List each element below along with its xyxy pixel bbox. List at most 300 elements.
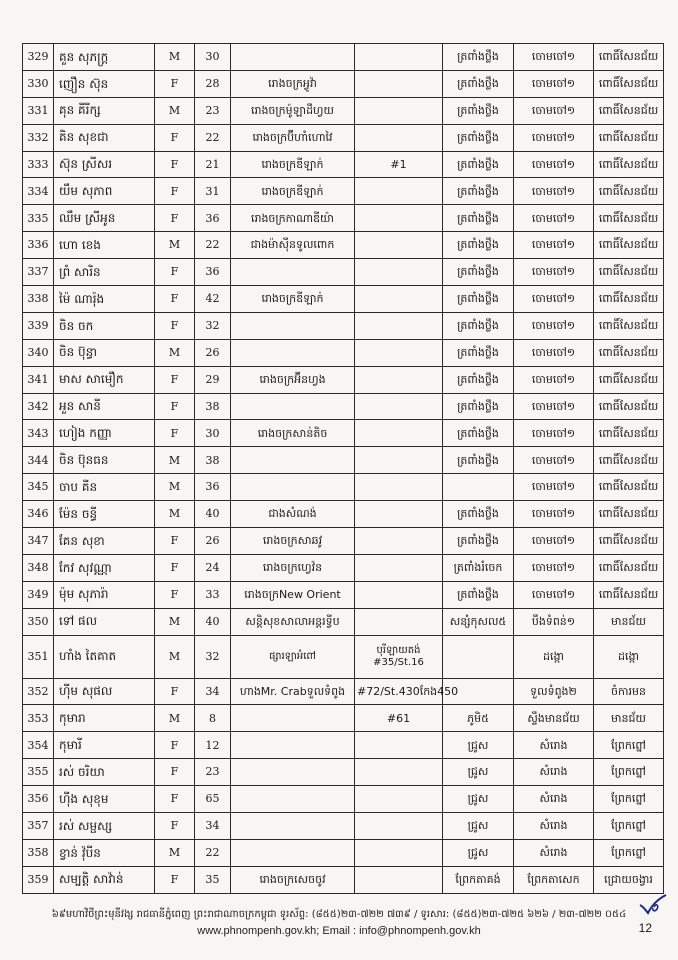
cell-commune: ព្រែកតាសេក bbox=[514, 866, 594, 893]
cell-commune: ទួលទំពូង២ bbox=[514, 678, 594, 705]
cell-sex: F bbox=[155, 205, 195, 232]
cell-number: 353 bbox=[23, 705, 54, 732]
cell-age: 40 bbox=[195, 608, 231, 635]
cell-commune: ចោមចៅ១ bbox=[514, 581, 594, 608]
cell-reference bbox=[355, 866, 443, 893]
cell-sex: M bbox=[155, 474, 195, 501]
table-row bbox=[23, 259, 664, 286]
cell-district: ពោធិ៍សែនជ័យ bbox=[594, 259, 664, 286]
cell-district: ជ្រោយចង្វារ bbox=[594, 866, 664, 893]
cell-reference bbox=[355, 839, 443, 866]
table-row bbox=[23, 286, 664, 313]
cell-name: ស៊ុន ស្រីសរ bbox=[54, 151, 155, 178]
cell-sex: M bbox=[155, 839, 195, 866]
cell-reference bbox=[355, 732, 443, 759]
cell-reference bbox=[355, 205, 443, 232]
cell-reference bbox=[355, 366, 443, 393]
cell-age: 22 bbox=[195, 232, 231, 259]
cell-name: ម៉ែន ចន្ធី bbox=[54, 501, 155, 528]
cell-reference bbox=[355, 178, 443, 205]
cell-workplace bbox=[231, 732, 355, 759]
cell-commune: ចោមចៅ១ bbox=[514, 232, 594, 259]
cell-commune: ចោមចៅ១ bbox=[514, 366, 594, 393]
cell-number: 341 bbox=[23, 366, 54, 393]
cell-age: 30 bbox=[195, 420, 231, 447]
cell-sex: M bbox=[155, 447, 195, 474]
cell-sex: F bbox=[155, 178, 195, 205]
cell-commune: សំរោង bbox=[514, 732, 594, 759]
cell-village-locale: ព្រែកតាគង់ bbox=[443, 866, 514, 893]
cell-reference bbox=[355, 420, 443, 447]
cell-district: ពោធិ៍សែនជ័យ bbox=[594, 312, 664, 339]
cell-number: 346 bbox=[23, 501, 54, 528]
table-row bbox=[23, 151, 664, 178]
table-row bbox=[23, 608, 664, 635]
cell-workplace bbox=[231, 393, 355, 420]
cell-village-locale: ជ្រូស bbox=[443, 813, 514, 840]
cell-reference bbox=[355, 501, 443, 528]
cell-village-locale: ត្រពាំងថ្លឹង bbox=[443, 447, 514, 474]
cell-commune: ចោមចៅ១ bbox=[514, 97, 594, 124]
table-row bbox=[23, 705, 664, 732]
cell-age: 38 bbox=[195, 393, 231, 420]
cell-district: ពោធិ៍សែនជ័យ bbox=[594, 97, 664, 124]
cell-age: 34 bbox=[195, 813, 231, 840]
table-row bbox=[23, 312, 664, 339]
cell-age: 36 bbox=[195, 259, 231, 286]
cell-sex: F bbox=[155, 554, 195, 581]
cell-district: ពោធិ៍សែនជ័យ bbox=[594, 501, 664, 528]
cell-workplace bbox=[231, 447, 355, 474]
table-row bbox=[23, 178, 664, 205]
cell-commune: ស្ទឹងមានជ័យ bbox=[514, 705, 594, 732]
cell-name: ហៀង កញ្ញា bbox=[54, 420, 155, 447]
cell-sex: F bbox=[155, 312, 195, 339]
cell-reference bbox=[355, 70, 443, 97]
cell-commune: ចោមចៅ១ bbox=[514, 420, 594, 447]
cell-name: រស់ ចរិយា bbox=[54, 759, 155, 786]
cell-workplace bbox=[231, 474, 355, 501]
table-row bbox=[23, 420, 664, 447]
cell-workplace: ជាងម៉ាស៊ីនទូលពោក bbox=[231, 232, 355, 259]
cell-number: 336 bbox=[23, 232, 54, 259]
cell-commune: ចោមចៅ១ bbox=[514, 528, 594, 555]
cell-number: 352 bbox=[23, 678, 54, 705]
cell-reference bbox=[355, 759, 443, 786]
cell-district: ចំការមន bbox=[594, 678, 664, 705]
cell-workplace bbox=[231, 705, 355, 732]
cell-name: ទៅ ផល bbox=[54, 608, 155, 635]
cell-commune: សំរោង bbox=[514, 813, 594, 840]
cell-age: 22 bbox=[195, 124, 231, 151]
cell-reference: បុរីឡាយតង់ #35/St.16 bbox=[355, 635, 443, 678]
cell-name: ចិន ប៊ុនធន bbox=[54, 447, 155, 474]
cell-age: 30 bbox=[195, 44, 231, 71]
cell-number: 345 bbox=[23, 474, 54, 501]
cell-district: ពោធិ៍សែនជ័យ bbox=[594, 581, 664, 608]
cell-village-locale: ត្រពាំងថ្លឹង bbox=[443, 286, 514, 313]
cell-name: ម៉ុម សុភារ៉ា bbox=[54, 581, 155, 608]
cell-workplace: ជាងសំណង់ bbox=[231, 501, 355, 528]
cell-commune: ចោមចៅ១ bbox=[514, 259, 594, 286]
cell-district: ពោធិ៍សែនជ័យ bbox=[594, 528, 664, 555]
cell-number: 338 bbox=[23, 286, 54, 313]
cell-commune: ចោមចៅ១ bbox=[514, 339, 594, 366]
cell-district: ពោធិ៍សែនជ័យ bbox=[594, 232, 664, 259]
cell-district: ព្រែកព្នៅ bbox=[594, 786, 664, 813]
cell-village-locale: ត្រពាំងថ្លឹង bbox=[443, 124, 514, 151]
cell-age: 36 bbox=[195, 205, 231, 232]
cell-district: ពោធិ៍សែនជ័យ bbox=[594, 393, 664, 420]
cell-age: 38 bbox=[195, 447, 231, 474]
cell-age: 42 bbox=[195, 286, 231, 313]
roster-body bbox=[23, 44, 664, 894]
cell-number: 355 bbox=[23, 759, 54, 786]
table-row bbox=[23, 635, 664, 678]
cell-district: ពោធិ៍សែនជ័យ bbox=[594, 151, 664, 178]
cell-village-locale bbox=[443, 635, 514, 678]
cell-district: ពោធិ៍សែនជ័យ bbox=[594, 339, 664, 366]
cell-workplace bbox=[231, 759, 355, 786]
cell-district: ពោធិ៍សែនជ័យ bbox=[594, 44, 664, 71]
page-number: 12 bbox=[638, 921, 652, 935]
cell-village-locale: ត្រពាំងថ្លឹង bbox=[443, 70, 514, 97]
cell-district: ព្រែកព្នៅ bbox=[594, 759, 664, 786]
cell-district: ពោធិ៍សែនជ័យ bbox=[594, 420, 664, 447]
cell-sex: F bbox=[155, 151, 195, 178]
cell-reference bbox=[355, 97, 443, 124]
cell-district: ដង្កោ bbox=[594, 635, 664, 678]
cell-district: ពោធិ៍សែនជ័យ bbox=[594, 366, 664, 393]
table-row bbox=[23, 447, 664, 474]
cell-sex: F bbox=[155, 286, 195, 313]
cell-number: 340 bbox=[23, 339, 54, 366]
cell-reference bbox=[355, 286, 443, 313]
cell-commune: ចោមចៅ១ bbox=[514, 501, 594, 528]
cell-reference bbox=[355, 259, 443, 286]
cell-age: 26 bbox=[195, 528, 231, 555]
table-row bbox=[23, 205, 664, 232]
cell-workplace: ផ្សារឡាអំពៅ bbox=[231, 635, 355, 678]
cell-age: 35 bbox=[195, 866, 231, 893]
cell-name: ម៉ៃ ណារ៉ុង bbox=[54, 286, 155, 313]
cell-workplace: សន្តិសុខសាលាអន្តរទ្វីប bbox=[231, 608, 355, 635]
cell-district: មានជ័យ bbox=[594, 608, 664, 635]
cell-workplace: រោងចក្រសាន់តិច bbox=[231, 420, 355, 447]
table-row bbox=[23, 786, 664, 813]
cell-workplace bbox=[231, 339, 355, 366]
table-row bbox=[23, 581, 664, 608]
table-row bbox=[23, 339, 664, 366]
cell-sex: F bbox=[155, 259, 195, 286]
cell-workplace: រោងចក្រNew Orient bbox=[231, 581, 355, 608]
cell-village-locale: ត្រពាំងថ្លឹង bbox=[443, 178, 514, 205]
cell-sex: M bbox=[155, 608, 195, 635]
roster-table bbox=[22, 43, 664, 894]
cell-village-locale: ជ្រូស bbox=[443, 839, 514, 866]
cell-number: 337 bbox=[23, 259, 54, 286]
cell-age: 36 bbox=[195, 474, 231, 501]
check-mark-icon bbox=[638, 893, 668, 915]
cell-age: 32 bbox=[195, 635, 231, 678]
cell-commune: ចោមចៅ១ bbox=[514, 151, 594, 178]
cell-workplace: រោងចក្រអ៊ីនហ្វង bbox=[231, 366, 355, 393]
table-row bbox=[23, 866, 664, 893]
cell-reference bbox=[355, 44, 443, 71]
cell-name: ហាំង តៃគាត bbox=[54, 635, 155, 678]
cell-number: 358 bbox=[23, 839, 54, 866]
cell-age: 33 bbox=[195, 581, 231, 608]
cell-reference: #61 bbox=[355, 705, 443, 732]
cell-age: 29 bbox=[195, 366, 231, 393]
cell-number: 351 bbox=[23, 635, 54, 678]
cell-village-locale: ត្រពាំងថ្លឹង bbox=[443, 393, 514, 420]
cell-number: 344 bbox=[23, 447, 54, 474]
cell-number: 332 bbox=[23, 124, 54, 151]
cell-sex: M bbox=[155, 97, 195, 124]
cell-name: ចាប គីន bbox=[54, 474, 155, 501]
cell-reference bbox=[355, 528, 443, 555]
cell-sex: F bbox=[155, 420, 195, 447]
cell-reference bbox=[355, 312, 443, 339]
cell-name: ព្រំ សារិន bbox=[54, 259, 155, 286]
cell-name: កែវ សុវណ្ណា bbox=[54, 554, 155, 581]
cell-workplace bbox=[231, 312, 355, 339]
cell-reference: #1 bbox=[355, 151, 443, 178]
cell-sex: F bbox=[155, 70, 195, 97]
cell-name: ញឿន ស៊ុន bbox=[54, 70, 155, 97]
cell-commune: ចោមចៅ១ bbox=[514, 554, 594, 581]
cell-village-locale: ជ្រូស bbox=[443, 786, 514, 813]
cell-sex: F bbox=[155, 813, 195, 840]
table-row bbox=[23, 44, 664, 71]
cell-village-locale: ត្រពាំងថ្លឹង bbox=[443, 420, 514, 447]
cell-village-locale bbox=[443, 474, 514, 501]
cell-reference bbox=[355, 813, 443, 840]
cell-sex: M bbox=[155, 339, 195, 366]
cell-sex: F bbox=[155, 528, 195, 555]
cell-commune: បឹងទំពន់១ bbox=[514, 608, 594, 635]
cell-commune: ចោមចៅ១ bbox=[514, 312, 594, 339]
cell-village-locale: ត្រពាំងថ្លឹង bbox=[443, 44, 514, 71]
cell-district: ពោធិ៍សែនជ័យ bbox=[594, 447, 664, 474]
cell-commune: សំរោង bbox=[514, 759, 594, 786]
table-row bbox=[23, 124, 664, 151]
cell-reference: #72/St.430កែង450 bbox=[355, 678, 443, 705]
cell-village-locale: ជ្រូស bbox=[443, 732, 514, 759]
cell-age: 22 bbox=[195, 839, 231, 866]
cell-name: អួន សានី bbox=[54, 393, 155, 420]
cell-name: រស់ សម្ផស្ស bbox=[54, 813, 155, 840]
table-row bbox=[23, 839, 664, 866]
cell-reference bbox=[355, 474, 443, 501]
cell-commune: ចោមចៅ១ bbox=[514, 447, 594, 474]
cell-reference bbox=[355, 581, 443, 608]
cell-commune: ចោមចៅ១ bbox=[514, 44, 594, 71]
cell-sex: F bbox=[155, 393, 195, 420]
cell-village-locale: ត្រពាំងថ្លឹង bbox=[443, 312, 514, 339]
cell-commune: ចោមចៅ១ bbox=[514, 124, 594, 151]
cell-number: 348 bbox=[23, 554, 54, 581]
table-row bbox=[23, 70, 664, 97]
cell-sex: M bbox=[155, 232, 195, 259]
cell-workplace bbox=[231, 839, 355, 866]
cell-age: 8 bbox=[195, 705, 231, 732]
cell-name: គួន សុភក្ត្រ bbox=[54, 44, 155, 71]
table-row bbox=[23, 732, 664, 759]
cell-village-locale: ជ្រូស bbox=[443, 759, 514, 786]
cell-village-locale: ត្រពាំងថ្លឹង bbox=[443, 581, 514, 608]
cell-age: 32 bbox=[195, 312, 231, 339]
cell-village-locale: ត្រពាំងថ្លឹង bbox=[443, 97, 514, 124]
cell-age: 26 bbox=[195, 339, 231, 366]
cell-name: គិន សុខជា bbox=[54, 124, 155, 151]
cell-number: 331 bbox=[23, 97, 54, 124]
cell-district: ពោធិ៍សែនជ័យ bbox=[594, 178, 664, 205]
cell-district: ពោធិ៍សែនជ័យ bbox=[594, 554, 664, 581]
table-row bbox=[23, 232, 664, 259]
cell-number: 343 bbox=[23, 420, 54, 447]
cell-name: ឈឹម ស្រីអូន bbox=[54, 205, 155, 232]
cell-village-locale: ត្រពាំងថ្លឹង bbox=[443, 259, 514, 286]
cell-village-locale: ត្រពាំងថ្លឹង bbox=[443, 528, 514, 555]
cell-age: 40 bbox=[195, 501, 231, 528]
cell-number: 359 bbox=[23, 866, 54, 893]
cell-reference bbox=[355, 447, 443, 474]
cell-workplace bbox=[231, 44, 355, 71]
cell-number: 342 bbox=[23, 393, 54, 420]
cell-village-locale: ត្រពាំងរំចេក bbox=[443, 554, 514, 581]
cell-name: មាស សាមឿក bbox=[54, 366, 155, 393]
cell-age: 23 bbox=[195, 97, 231, 124]
cell-sex: M bbox=[155, 501, 195, 528]
cell-reference bbox=[355, 554, 443, 581]
cell-commune: ចោមចៅ១ bbox=[514, 474, 594, 501]
cell-number: 350 bbox=[23, 608, 54, 635]
cell-reference bbox=[355, 608, 443, 635]
cell-district: ពោធិ៍សែនជ័យ bbox=[594, 70, 664, 97]
cell-reference bbox=[355, 393, 443, 420]
cell-name: ហ៊ីង សុខុម bbox=[54, 786, 155, 813]
cell-workplace: រោងចក្រឌីឡាក់ bbox=[231, 286, 355, 313]
cell-workplace bbox=[231, 786, 355, 813]
cell-age: 23 bbox=[195, 759, 231, 786]
cell-workplace: រោងចក្រឌីឡាក់ bbox=[231, 178, 355, 205]
cell-age: 28 bbox=[195, 70, 231, 97]
cell-sex: F bbox=[155, 366, 195, 393]
cell-workplace: រោងចក្រប៊ីហាំហោវៃ bbox=[231, 124, 355, 151]
cell-village-locale: ភូមិ៥ bbox=[443, 705, 514, 732]
cell-sex: M bbox=[155, 44, 195, 71]
cell-district: ពោធិ៍សែនជ័យ bbox=[594, 124, 664, 151]
cell-number: 356 bbox=[23, 786, 54, 813]
cell-village-locale: ត្រពាំងថ្លឹង bbox=[443, 232, 514, 259]
footer-address: ៦៩មហាវិថីព្រះមុនីវង្ស រាជធានីភ្នំពេញ ព្រះរាជាណាចក្រកម្ពុជា ទូរស័ព្ទ: (៨៥៥)២៣-៧២២ ៧៣៩ / ទូរសារ: (៨៥៥)២៣-៧២៥ ៦២៦ / ២៣-៧២២ ០៥៤ bbox=[51, 909, 627, 920]
cell-district: ពោធិ៍សែនជ័យ bbox=[594, 205, 664, 232]
cell-workplace: រោងចក្រម៉ូឡាដឺហ្វយ bbox=[231, 97, 355, 124]
cell-workplace bbox=[231, 813, 355, 840]
cell-number: 349 bbox=[23, 581, 54, 608]
cell-village-locale: ត្រពាំងថ្លឹង bbox=[443, 501, 514, 528]
cell-name: កុមារា bbox=[54, 705, 155, 732]
cell-district: ព្រែកព្នៅ bbox=[594, 732, 664, 759]
cell-reference bbox=[355, 232, 443, 259]
cell-district: ពោធិ៍សែនជ័យ bbox=[594, 286, 664, 313]
cell-sex: F bbox=[155, 581, 195, 608]
cell-commune: ចោមចៅ១ bbox=[514, 393, 594, 420]
cell-sex: F bbox=[155, 786, 195, 813]
cell-number: 357 bbox=[23, 813, 54, 840]
cell-sex: F bbox=[155, 124, 195, 151]
cell-village-locale: ត្រពាំងថ្លឹង bbox=[443, 151, 514, 178]
cell-commune: ចោមចៅ១ bbox=[514, 205, 594, 232]
cell-age: 65 bbox=[195, 786, 231, 813]
cell-name: គុន គីរីក្ស bbox=[54, 97, 155, 124]
cell-sex: M bbox=[155, 635, 195, 678]
cell-reference bbox=[355, 339, 443, 366]
cell-workplace: រោងចក្រហ្វេវ៉ន bbox=[231, 554, 355, 581]
cell-name: ចិន ចក bbox=[54, 312, 155, 339]
table-row bbox=[23, 813, 664, 840]
footer-contact: www.phnompenh.gov.kh; Email : info@phnompenh.gov.kh bbox=[197, 925, 481, 937]
cell-age: 21 bbox=[195, 151, 231, 178]
cell-commune: ដង្កោ bbox=[514, 635, 594, 678]
table-row bbox=[23, 501, 664, 528]
cell-village-locale: ត្រពាំងថ្លឹង bbox=[443, 339, 514, 366]
cell-village-locale: ត្រពាំងថ្លឹង bbox=[443, 205, 514, 232]
cell-number: 354 bbox=[23, 732, 54, 759]
cell-workplace: រោងចក្រសាឆវូ bbox=[231, 528, 355, 555]
table-row bbox=[23, 759, 664, 786]
cell-workplace: ហាងMr. Crabទួលទំពូង bbox=[231, 678, 355, 705]
table-row bbox=[23, 528, 664, 555]
cell-village-locale: ត្រពាំងថ្លឹង bbox=[443, 366, 514, 393]
cell-district: មានជ័យ bbox=[594, 705, 664, 732]
cell-district: ពោធិ៍សែនជ័យ bbox=[594, 474, 664, 501]
cell-number: 339 bbox=[23, 312, 54, 339]
cell-sex: M bbox=[155, 705, 195, 732]
cell-age: 31 bbox=[195, 178, 231, 205]
cell-sex: F bbox=[155, 678, 195, 705]
cell-number: 329 bbox=[23, 44, 54, 71]
cell-number: 334 bbox=[23, 178, 54, 205]
cell-age: 12 bbox=[195, 732, 231, 759]
cell-sex: F bbox=[155, 759, 195, 786]
cell-name: ចិន ប៊ុន្ធា bbox=[54, 339, 155, 366]
cell-workplace: រោងចក្រកាណាឌីយ៉ា bbox=[231, 205, 355, 232]
table-row bbox=[23, 393, 664, 420]
cell-district: ព្រែកព្នៅ bbox=[594, 813, 664, 840]
cell-age: 24 bbox=[195, 554, 231, 581]
cell-name: ហ៊ីម សុផល bbox=[54, 678, 155, 705]
cell-workplace: រោងចក្រសេចចូវ bbox=[231, 866, 355, 893]
cell-name: សម្បត្តិ សាវ៉ាន់ bbox=[54, 866, 155, 893]
cell-number: 330 bbox=[23, 70, 54, 97]
cell-village-locale: សន្សំកុសល៥ bbox=[443, 608, 514, 635]
cell-sex: F bbox=[155, 732, 195, 759]
table-row bbox=[23, 97, 664, 124]
cell-workplace bbox=[231, 259, 355, 286]
table-row bbox=[23, 678, 664, 705]
cell-name: ហោ ខេង bbox=[54, 232, 155, 259]
cell-number: 335 bbox=[23, 205, 54, 232]
cell-number: 333 bbox=[23, 151, 54, 178]
cell-name: យឹម សុភាព bbox=[54, 178, 155, 205]
cell-district: ព្រែកព្នៅ bbox=[594, 839, 664, 866]
cell-name: គែន សុខា bbox=[54, 528, 155, 555]
cell-reference bbox=[355, 786, 443, 813]
cell-commune: សំរោង bbox=[514, 839, 594, 866]
